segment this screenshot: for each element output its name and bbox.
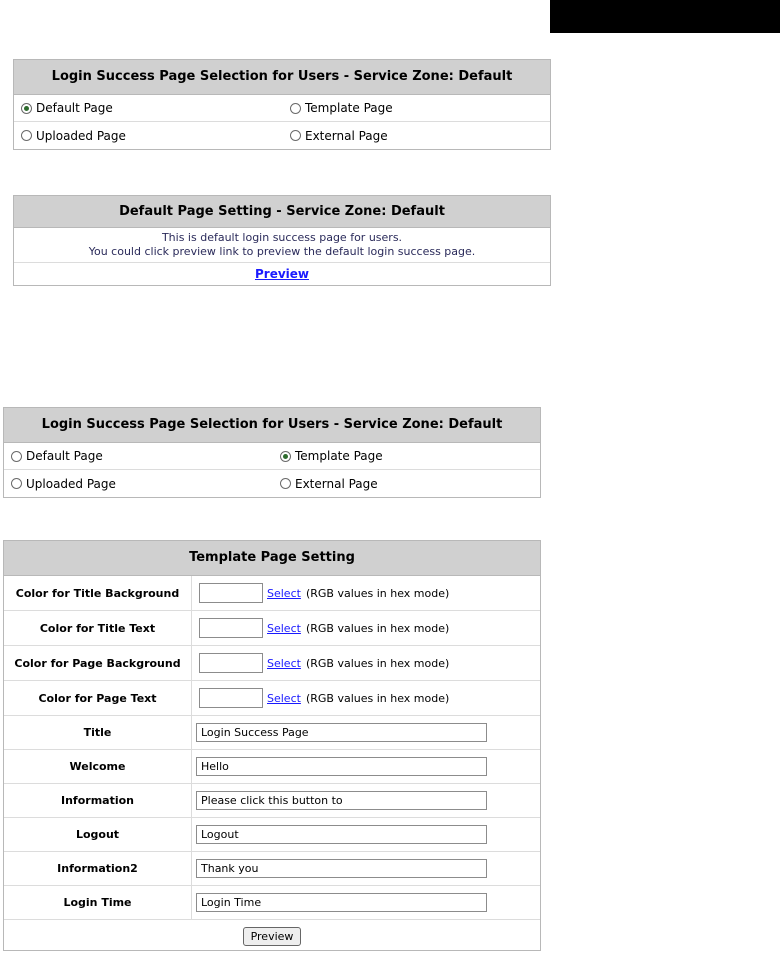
field-label: Color for Page Background: [4, 646, 192, 680]
color-row: [4, 646, 540, 681]
logout-input[interactable]: [196, 825, 487, 844]
text-row: [4, 852, 540, 886]
login-time-input[interactable]: [196, 893, 487, 912]
default-page-setting-panel: [13, 195, 551, 286]
field-label: Information: [4, 784, 192, 817]
field-label: Logout: [4, 818, 192, 851]
text-row: [4, 818, 540, 852]
option-external-page[interactable]: [273, 470, 378, 497]
page-text-color-input[interactable]: [199, 688, 263, 708]
login-success-selection-panel-2: [3, 407, 541, 498]
template-page-label: Template Page: [305, 101, 393, 115]
information-input[interactable]: [196, 791, 487, 810]
template-page-label: Template Page: [295, 449, 383, 463]
text-row: [4, 784, 540, 818]
panel-title: Template Page Setting: [4, 541, 540, 576]
uploaded-page-radio[interactable]: [11, 478, 22, 489]
option-uploaded-page[interactable]: [4, 470, 273, 497]
page-background-color-input[interactable]: [199, 653, 263, 673]
black-header-bar: [550, 0, 780, 33]
uploaded-page-radio[interactable]: [21, 130, 32, 141]
field-label: Information2: [4, 852, 192, 885]
field-label: Login Time: [4, 886, 192, 919]
default-page-label: Default Page: [26, 449, 103, 463]
text-row: [4, 886, 540, 920]
default-page-radio[interactable]: [21, 103, 32, 114]
panel-title: Login Success Page Selection for Users - Service Zone: Default: [4, 408, 540, 443]
external-page-label: External Page: [305, 128, 388, 143]
external-page-label: External Page: [295, 476, 378, 491]
panel-title: Default Page Setting - Service Zone: Default: [14, 196, 550, 228]
select-color-link[interactable]: Select: [267, 621, 301, 635]
option-template-page[interactable]: [283, 95, 393, 121]
field-label: Color for Page Text: [4, 681, 192, 715]
panel-title: Login Success Page Selection for Users - Service Zone: Default: [14, 60, 550, 95]
text-row: [4, 716, 540, 750]
hex-note: (RGB values in hex mode): [305, 691, 450, 705]
title-background-color-input[interactable]: [199, 583, 263, 603]
text-row: [4, 750, 540, 784]
external-page-radio[interactable]: [290, 130, 301, 141]
option-default-page[interactable]: [14, 95, 283, 121]
hex-note: (RGB values in hex mode): [305, 621, 450, 635]
select-color-link[interactable]: Select: [267, 691, 301, 705]
color-row: [4, 611, 540, 646]
preview-link[interactable]: Preview: [254, 267, 309, 281]
option-uploaded-page[interactable]: [14, 122, 283, 149]
field-label: Color for Title Background: [4, 576, 192, 610]
welcome-input[interactable]: [196, 757, 487, 776]
color-row: [4, 576, 540, 611]
preview-button[interactable]: Preview: [243, 927, 302, 946]
default-page-description-line2: You could click preview link to preview the default login success page.: [88, 245, 476, 258]
default-page-description-line1: This is default login success page for users.: [161, 231, 403, 244]
external-page-radio[interactable]: [280, 478, 291, 489]
hex-note: (RGB values in hex mode): [305, 656, 450, 670]
information2-input[interactable]: [196, 859, 487, 878]
title-text-color-input[interactable]: [199, 618, 263, 638]
option-template-page[interactable]: [273, 443, 383, 469]
hex-note: (RGB values in hex mode): [305, 586, 450, 600]
template-page-radio[interactable]: [280, 451, 291, 462]
select-color-link[interactable]: Select: [267, 656, 301, 670]
field-label: Color for Title Text: [4, 611, 192, 645]
uploaded-page-label: Uploaded Page: [36, 128, 126, 143]
template-page-radio[interactable]: [290, 103, 301, 114]
template-page-setting-panel: [3, 540, 541, 951]
title-input[interactable]: [196, 723, 487, 742]
select-color-link[interactable]: Select: [267, 586, 301, 600]
field-label: Title: [4, 716, 192, 749]
uploaded-page-label: Uploaded Page: [26, 476, 116, 491]
default-page-label: Default Page: [36, 101, 113, 115]
field-label: Welcome: [4, 750, 192, 783]
default-page-radio[interactable]: [11, 451, 22, 462]
option-external-page[interactable]: [283, 122, 388, 149]
option-default-page[interactable]: [4, 443, 273, 469]
color-row: [4, 681, 540, 716]
login-success-selection-panel-1: [13, 59, 551, 150]
